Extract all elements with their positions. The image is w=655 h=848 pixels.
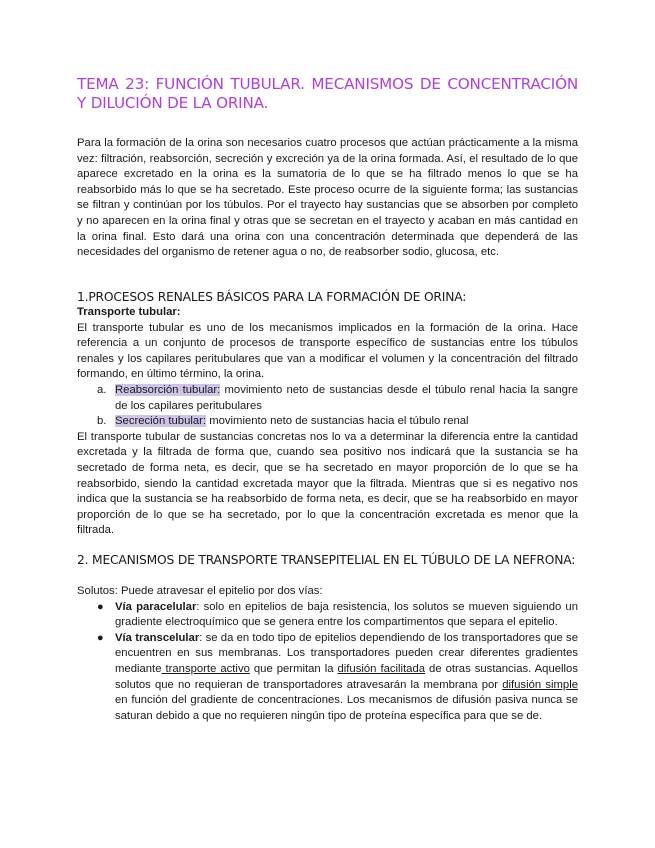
bullet-icon: ● <box>97 600 104 613</box>
list-item-text: movimiento neto de sustancias desde el túbulo renal hacia la sangre de los capilares peritubulares <box>115 383 578 412</box>
section-2-intro: Solutos: Puede atravesar el epitelio por dos vías: <box>77 585 323 597</box>
list-item-text: movimiento neto de sustancias hacia el túbulo renal <box>206 415 469 428</box>
list-item-text: de otras sustancias. Aquellos solutos que no requieran de transportadores atravesarán la membrana por <box>115 662 578 691</box>
page-title: TEMA 23: FUNCIÓN TUBULAR. MECANISMOS DE CONCENTRACIÓN Y DILUCIÓN DE LA ORINA. <box>77 75 578 112</box>
list-item-text: : solo en epitelios de baja resistencia, los solutos se mueven siguiendo un gradiente electroquímico que se genera entre los compartimentos que separa el epitelio. <box>115 600 578 629</box>
section-2-heading: 2. MECANISMOS DE TRANSPORTE TRANSEPITELIAL EN EL TÚBULO DE LA NEFRONA: <box>77 553 576 567</box>
list-item-text: que permitan la <box>249 662 338 675</box>
section-1-heading: 1.PROCESOS RENALES BÁSICOS PARA LA FORMACIÓN DE ORINA: <box>77 290 467 304</box>
subheading-transporte-tubular: Transporte tubular: <box>77 306 181 318</box>
list-item <box>77 631 578 725</box>
bullet-icon: ● <box>97 631 104 644</box>
section-1-paragraph-1: El transporte tubular es uno de los mecanismos implicados en la formación de la orina. Hace referencia a un conjunto de procesos de transporte específico de sustancias entre los túbulos renales y los capilares peritubulares que van a modificar el volumen y la concentración del filtrado formando, en último término, la orina. <box>77 321 578 381</box>
list-marker: b. <box>97 415 107 428</box>
pathways-list <box>77 600 578 725</box>
intro-paragraph: Para la formación de la orina son necesarios cuatro procesos que actúan prácticamente a la misma vez: filtración, reabsorción, secreción y excreción ya de la orina formada. Así, el resultado de lo que aparece excretado en la orina es la sumatoria de lo que se ha filtrado menos lo que se ha reabsorbido más lo que se ha secretado. Este proceso ocurre de la siguiente forma; las sustancias se filtran y continúan por los túbulos. Por el trayecto hay sustancias que se absorben por completo y no aparecen en la orina final y otras que se secretan en el trayecto y acaban en más cantidad en la orina final. Esto dará una orina con una concentración determinada que dependerá de las necesidades del organismo de retener agua o no, de reabsorber sodio, glucosa, etc. <box>77 137 578 259</box>
section-2-body <box>77 584 578 724</box>
bold-term: Vía transcelular <box>115 631 200 644</box>
highlighted-term: Secreción tubular: <box>115 415 207 428</box>
bold-term: Vía paracelular <box>115 600 197 613</box>
section-1-paragraph-2: El transporte tubular de sustancias concretas nos lo va a determinar la diferencia entre la cantidad excretada y la filtrada de forma que, cuando sea positivo nos indicará que la sustancia se ha secretado de forma neta, es decir, que se ha secretado en mayor proporción de lo que se ha reabsorbido, siendo la cantidad excretada mayor que la filtrada. Mientras que si es negativo nos indica que la sustancia se ha reabsorbido de forma neta, es decir, que se ha reabsorbido en mayor proporción de lo que se ha secretado, por lo que la concentración excretada es menor que la filtrada. <box>77 430 578 537</box>
highlighted-term: Reabsorción tubular: <box>115 383 221 396</box>
section-1-body <box>77 305 578 539</box>
transport-types-list <box>77 383 578 430</box>
list-item <box>77 600 578 631</box>
list-item <box>77 383 578 414</box>
list-marker: a. <box>97 383 107 396</box>
underlined-term: transporte activo <box>161 662 250 675</box>
underlined-term: difusión simple <box>502 678 578 691</box>
list-item-text: : se da en todo tipo de epitelios dependiendo de los transportadores que se encuentren en sus membranas. Los transportadores pueden crear diferentes gradientes mediante <box>115 631 578 675</box>
list-item <box>77 414 578 430</box>
underlined-term: difusión facilitada <box>337 662 426 675</box>
list-item-text: en función del gradiente de concentraciones. Los mecanismos de difusión pasiva nunca se saturan debido a que no requieren ningún tipo de proteína específica para que se de. <box>115 694 578 722</box>
